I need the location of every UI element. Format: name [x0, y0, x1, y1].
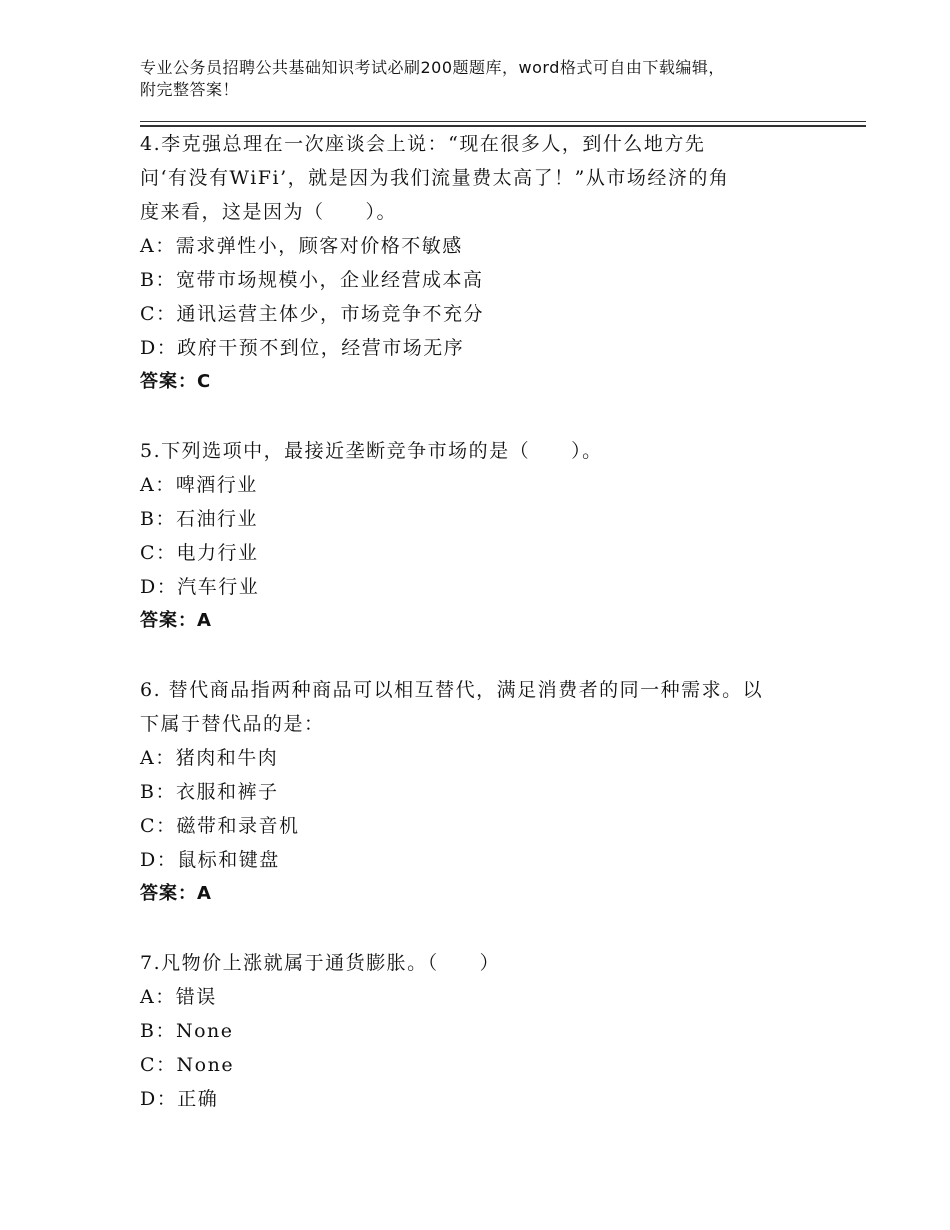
question-text — [140, 434, 820, 468]
option-c: C：None — [140, 1054, 235, 1076]
question-text — [140, 673, 820, 741]
question-text — [140, 127, 820, 229]
option-d: D：汽车行业 — [140, 576, 260, 598]
option-c: C：磁带和录音机 — [140, 815, 300, 837]
question-6 — [140, 673, 820, 911]
answer: 答案：C — [140, 371, 212, 392]
option-b: B：衣服和裤子 — [140, 781, 279, 803]
question-line: 7.凡物价上涨就属于通货膨胀。（ ） — [140, 952, 501, 974]
question-5 — [140, 434, 820, 638]
option-a: A：啤酒行业 — [140, 474, 258, 496]
header-divider-thin — [140, 121, 866, 122]
option-b: B：None — [140, 1020, 234, 1042]
header-line-1: 专业公务员招聘公共基础知识考试必刷200题题库，word格式可自由下载编辑， — [140, 58, 725, 77]
question-line: 6. 替代商品指两种商品可以相互替代，满足消费者的同一种需求。以 — [140, 679, 764, 701]
document-header — [140, 57, 840, 101]
question-text — [140, 946, 820, 980]
option-d: D：正确 — [140, 1088, 219, 1110]
option-a: A：需求弹性小，顾客对价格不敏感 — [140, 235, 463, 257]
question-line: 5.下列选项中，最接近垄断竞争市场的是（ ）。 — [140, 440, 603, 462]
option-d: D：政府干预不到位，经营市场无序 — [140, 337, 465, 359]
question-line: 下属于替代品的是： — [140, 713, 325, 735]
question-line: 度来看，这是因为（ ）。 — [140, 201, 398, 223]
option-a: A：错误 — [140, 986, 217, 1008]
question-4 — [140, 127, 820, 399]
question-7 — [140, 946, 820, 1116]
option-d: D：鼠标和键盘 — [140, 849, 280, 871]
answer: 答案：A — [140, 610, 212, 631]
option-b: B：宽带市场规模小，企业经营成本高 — [140, 269, 484, 291]
option-c: C：通讯运营主体少，市场竞争不充分 — [140, 303, 485, 325]
question-line: 问‘有没有WiFi’，就是因为我们流量费太高了！”从市场经济的角 — [140, 167, 730, 189]
question-line: 4.李克强总理在一次座谈会上说：“现在很多人，到什么地方先 — [140, 133, 706, 155]
option-a: A：猪肉和牛肉 — [140, 747, 279, 769]
option-b: B：石油行业 — [140, 508, 258, 530]
answer: 答案：A — [140, 883, 212, 904]
header-line-2: 附完整答案！ — [140, 80, 240, 99]
option-c: C：电力行业 — [140, 542, 259, 564]
